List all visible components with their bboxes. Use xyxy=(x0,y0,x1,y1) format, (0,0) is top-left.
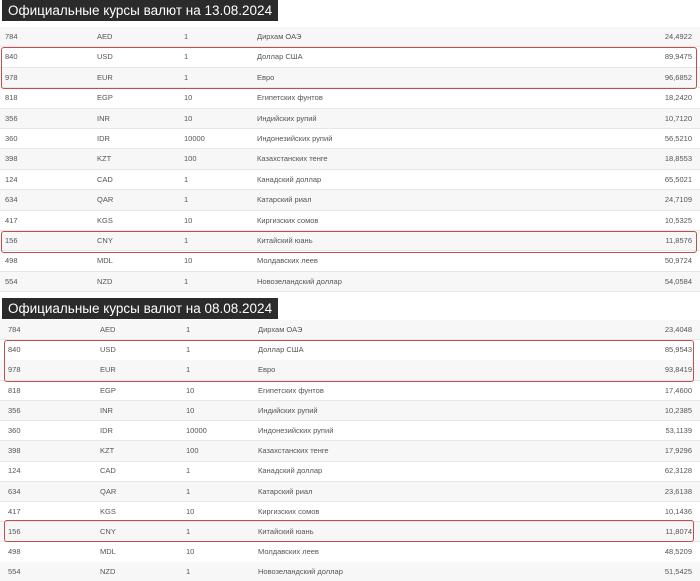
table-row xyxy=(0,47,700,67)
currency-alpha-cell: CAD xyxy=(100,466,116,476)
nominal-cell: 10 xyxy=(184,256,193,266)
currency-alpha-cell: NZD xyxy=(97,276,113,286)
currency-code-cell: 498 xyxy=(8,547,21,557)
rate-cell: 53,1139 xyxy=(665,426,692,435)
rate-cell: 24,7109 xyxy=(664,195,692,205)
currency-alpha-cell: EGP xyxy=(100,385,116,395)
table-row xyxy=(0,542,700,562)
rate-cell: 89,9475 xyxy=(664,52,692,62)
currency-code-cell: 784 xyxy=(5,32,18,41)
nominal-cell: 100 xyxy=(186,446,199,456)
nominal-cell: 10 xyxy=(184,93,193,103)
table-row xyxy=(0,272,700,292)
currency-code-cell: 554 xyxy=(8,567,21,577)
table-row xyxy=(0,360,700,380)
currency-alpha-cell: EGP xyxy=(97,93,113,103)
nominal-cell: 1 xyxy=(184,174,189,184)
currency-code-cell: 784 xyxy=(8,325,21,334)
currency-alpha-cell: EUR xyxy=(100,365,116,375)
nominal-cell: 1 xyxy=(184,52,189,62)
nominal-cell: 10000 xyxy=(184,134,205,143)
section-title: Официальные курсы валют на 13.08.2024 xyxy=(2,0,278,21)
currency-code-cell: 554 xyxy=(5,276,18,286)
currency-name-cell: Молдавских леев xyxy=(257,256,318,266)
nominal-cell: 10 xyxy=(184,113,193,123)
nominal-cell: 10 xyxy=(184,215,193,225)
nominal-cell: 1 xyxy=(184,32,189,41)
nominal-cell: 100 xyxy=(184,154,197,164)
section-title: Официальные курсы валют на 08.08.2024 xyxy=(2,298,278,319)
currency-name-cell: Новозеландский доллар xyxy=(258,567,343,577)
currency-code-cell: 156 xyxy=(5,236,18,245)
table-row xyxy=(0,482,700,502)
currency-alpha-cell: KZT xyxy=(97,154,112,164)
table-row xyxy=(0,502,700,522)
currency-alpha-cell: KGS xyxy=(97,215,113,225)
currency-code-cell: 360 xyxy=(8,426,21,435)
nominal-cell: 1 xyxy=(186,365,191,375)
currency-name-cell: Евро xyxy=(258,365,276,375)
currency-code-cell: 634 xyxy=(8,486,21,496)
currency-code-cell: 398 xyxy=(5,154,18,164)
currency-name-cell: Канадский доллар xyxy=(258,466,323,476)
table-row xyxy=(0,320,700,340)
rate-cell: 50,9724 xyxy=(664,256,692,266)
currency-alpha-cell: CNY xyxy=(100,527,116,536)
nominal-cell: 10 xyxy=(186,385,195,395)
currency-name-cell: Киргизских сомов xyxy=(257,215,319,225)
currency-name-cell: Евро xyxy=(257,72,275,82)
currency-name-cell: Китайский юань xyxy=(257,236,313,245)
currency-alpha-cell: IDR xyxy=(100,426,113,435)
currency-alpha-cell: MDL xyxy=(97,256,113,266)
currency-name-cell: Катарский риал xyxy=(258,486,313,496)
rate-cell: 23,4048 xyxy=(664,325,692,334)
nominal-cell: 1 xyxy=(186,325,191,334)
currency-name-cell: Индийских рупий xyxy=(258,405,318,415)
rate-cell: 17,4600 xyxy=(664,385,692,395)
currency-name-cell: Доллар США xyxy=(257,52,303,62)
currency-alpha-cell: AED xyxy=(100,325,116,334)
currency-name-cell: Дирхам ОАЭ xyxy=(257,32,302,41)
table-row xyxy=(0,68,700,88)
table-row xyxy=(0,421,700,441)
currency-alpha-cell: MDL xyxy=(100,547,116,557)
rate-cell: 11,8576 xyxy=(665,236,692,245)
nominal-cell: 1 xyxy=(186,527,191,536)
currency-alpha-cell: IDR xyxy=(97,134,110,143)
table-row xyxy=(0,231,700,251)
currency-alpha-cell: EUR xyxy=(97,72,113,82)
currency-code-cell: 840 xyxy=(8,345,21,355)
table-row xyxy=(0,461,700,481)
table-row xyxy=(0,149,700,169)
rate-cell: 48,5209 xyxy=(664,547,692,557)
nominal-cell: 1 xyxy=(184,72,189,82)
currency-alpha-cell: INR xyxy=(97,113,110,123)
nominal-cell: 1 xyxy=(186,486,191,496)
table-row xyxy=(0,88,700,108)
currency-name-cell: Доллар США xyxy=(258,345,304,355)
nominal-cell: 10000 xyxy=(186,426,207,435)
table-row xyxy=(0,170,700,190)
currency-name-cell: Казахстанских тенге xyxy=(258,446,329,456)
currency-alpha-cell: QAR xyxy=(97,195,114,205)
currency-name-cell: Индонезийских рупий xyxy=(257,134,333,143)
nominal-cell: 1 xyxy=(184,236,189,245)
rate-cell: 18,8553 xyxy=(664,154,692,164)
nominal-cell: 1 xyxy=(184,276,189,286)
currency-code-cell: 818 xyxy=(8,385,21,395)
currency-name-cell: Киргизских сомов xyxy=(258,506,320,516)
currency-code-cell: 840 xyxy=(5,52,18,62)
table-row xyxy=(0,562,700,581)
rate-cell: 54,0584 xyxy=(664,276,692,286)
currency-name-cell: Дирхам ОАЭ xyxy=(258,325,303,334)
table-row xyxy=(0,109,700,129)
currency-alpha-cell: AED xyxy=(97,32,113,41)
currency-alpha-cell: KGS xyxy=(100,506,116,516)
currency-code-cell: 156 xyxy=(8,527,21,536)
rate-cell: 10,2385 xyxy=(664,405,692,415)
currency-name-cell: Индийских рупий xyxy=(257,113,317,123)
currency-code-cell: 398 xyxy=(8,446,21,456)
rate-cell: 10,5325 xyxy=(664,215,692,225)
currency-name-cell: Новозеландский доллар xyxy=(257,276,342,286)
currency-code-cell: 634 xyxy=(5,195,18,205)
currency-name-cell: Египетских фунтов xyxy=(258,385,324,395)
table-row xyxy=(0,27,700,47)
table-row xyxy=(0,129,700,149)
rate-cell: 11,8074 xyxy=(665,527,692,536)
table-row xyxy=(0,340,700,360)
nominal-cell: 1 xyxy=(186,466,191,476)
currency-code-cell: 356 xyxy=(8,405,21,415)
currency-name-cell: Катарский риал xyxy=(257,195,312,205)
currency-name-cell: Китайский юань xyxy=(258,527,314,536)
rate-cell: 10,7120 xyxy=(664,113,692,123)
currency-alpha-cell: KZT xyxy=(100,446,115,456)
currency-code-cell: 124 xyxy=(8,466,21,476)
currency-alpha-cell: CAD xyxy=(97,174,113,184)
currency-code-cell: 417 xyxy=(8,506,21,516)
table-row xyxy=(0,401,700,421)
table-row xyxy=(0,211,700,231)
rate-cell: 24,4922 xyxy=(664,32,692,41)
currency-name-cell: Молдавских леев xyxy=(258,547,319,557)
rate-cell: 65,5021 xyxy=(664,174,692,184)
rate-cell: 56,5210 xyxy=(664,134,692,143)
currency-alpha-cell: CNY xyxy=(97,236,113,245)
currency-code-cell: 417 xyxy=(5,215,18,225)
currency-name-cell: Канадский доллар xyxy=(257,174,322,184)
currency-code-cell: 498 xyxy=(5,256,18,266)
currency-name-cell: Индонезийских рупий xyxy=(258,426,334,435)
rate-cell: 17,9296 xyxy=(664,446,692,456)
nominal-cell: 10 xyxy=(186,547,195,557)
currency-code-cell: 978 xyxy=(8,365,21,375)
nominal-cell: 10 xyxy=(186,506,195,516)
nominal-cell: 1 xyxy=(184,195,189,205)
table-row xyxy=(0,381,700,401)
table-row xyxy=(0,522,700,542)
currency-code-cell: 978 xyxy=(5,72,18,82)
rate-cell: 23,6138 xyxy=(664,486,692,496)
currency-alpha-cell: QAR xyxy=(100,486,117,496)
rate-cell: 93,8419 xyxy=(664,365,692,375)
rate-cell: 10,1436 xyxy=(664,506,692,516)
nominal-cell: 1 xyxy=(186,567,191,577)
rate-cell: 96,6852 xyxy=(664,72,692,82)
currency-name-cell: Египетских фунтов xyxy=(257,93,323,103)
currency-alpha-cell: USD xyxy=(100,345,116,355)
currency-alpha-cell: NZD xyxy=(100,567,116,577)
currency-code-cell: 818 xyxy=(5,93,18,103)
nominal-cell: 10 xyxy=(186,405,195,415)
rate-cell: 51,5425 xyxy=(664,567,692,577)
currency-alpha-cell: INR xyxy=(100,405,113,415)
rate-cell: 18,2420 xyxy=(664,93,692,103)
rate-cell: 85,9543 xyxy=(664,345,692,355)
currency-code-cell: 360 xyxy=(5,134,18,143)
nominal-cell: 1 xyxy=(186,345,191,355)
rate-cell: 62,3128 xyxy=(664,466,692,476)
table-row xyxy=(0,190,700,210)
currency-alpha-cell: USD xyxy=(97,52,113,62)
table-row xyxy=(0,441,700,461)
currency-name-cell: Казахстанских тенге xyxy=(257,154,328,164)
currency-code-cell: 124 xyxy=(5,174,18,184)
currency-code-cell: 356 xyxy=(5,113,18,123)
table-row xyxy=(0,251,700,271)
